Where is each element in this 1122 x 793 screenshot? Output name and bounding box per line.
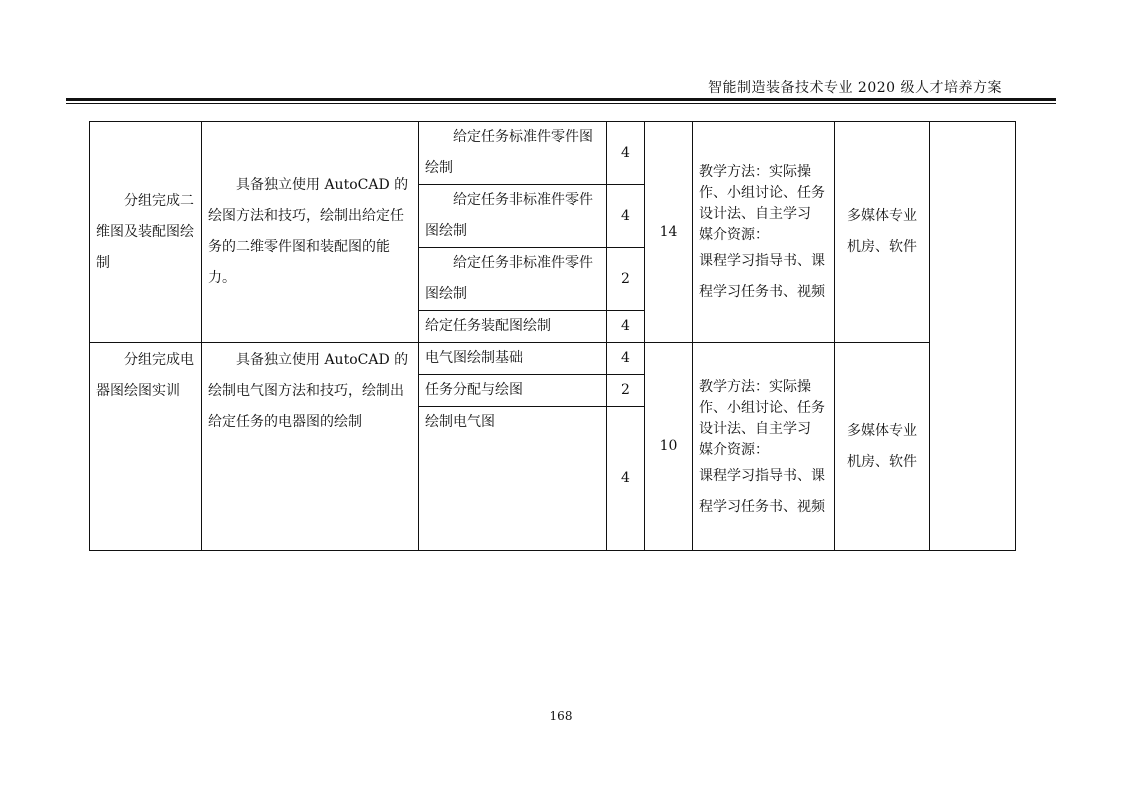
table-row	[90, 343, 1016, 375]
table-row	[90, 122, 1016, 185]
task-hours-cell: 4	[607, 407, 645, 551]
course-task-table	[89, 121, 1016, 551]
teaching-method-text: 教学方法：实际操作、小组讨论、任务设计法、自主学习	[699, 164, 825, 222]
task-name-cell: 给定任务装配图绘制	[419, 311, 607, 343]
venue-cell: 多媒体专业机房、软件	[835, 343, 930, 551]
total-hours-cell: 10	[645, 343, 693, 551]
task-hours-cell: 4	[607, 311, 645, 343]
teaching-method-text: 教学方法：实际操作、小组讨论、任务设计法、自主学习	[699, 378, 825, 437]
teaching-method-cell	[693, 122, 835, 343]
header-rule-thick	[66, 98, 1056, 101]
venue-cell: 多媒体专业机房、软件	[835, 122, 930, 343]
task-name-cell: 给定任务非标准件零件图绘制	[419, 248, 607, 311]
teaching-method-cell	[693, 343, 835, 551]
goal-cell: 具备独立使用 AutoCAD 的绘图方法和技巧，绘制出给定任务的二维零件图和装配图的能力。	[202, 122, 419, 343]
media-items: 课程学习指导书、课程学习任务书、视频	[699, 253, 825, 300]
total-hours-cell: 14	[645, 122, 693, 343]
media-label: 媒介资源：	[699, 227, 769, 243]
media-label: 媒介资源：	[699, 441, 769, 458]
remarks-cell	[930, 122, 1016, 551]
task-name-cell: 绘制电气图	[419, 407, 607, 551]
task-hours-cell: 4	[607, 122, 645, 185]
task-hours-cell: 2	[607, 375, 645, 407]
project-name-cell: 分组完成电器图绘图实训	[90, 343, 202, 551]
goal-cell: 具备独立使用 AutoCAD 的绘制电气图方法和技巧，绘制出给定任务的电器图的绘制	[202, 343, 419, 551]
header-rule-thin	[66, 103, 1056, 104]
task-hours-cell: 4	[607, 185, 645, 248]
task-name-cell: 给定任务标准件零件图绘制	[419, 122, 607, 185]
media-items: 课程学习指导书、课程学习任务书、视频	[699, 467, 825, 515]
task-hours-cell: 2	[607, 248, 645, 311]
task-hours-cell: 4	[607, 343, 645, 375]
task-name-cell: 给定任务非标准件零件图绘制	[419, 185, 607, 248]
document-header-title: 智能制造装备技术专业 2020 级人才培养方案	[707, 80, 1002, 96]
page-number: 168	[549, 709, 573, 723]
project-name-cell: 分组完成二维图及装配图绘制	[90, 122, 202, 343]
task-name-cell: 任务分配与绘图	[419, 375, 607, 407]
task-name-cell: 电气图绘制基础	[419, 343, 607, 375]
